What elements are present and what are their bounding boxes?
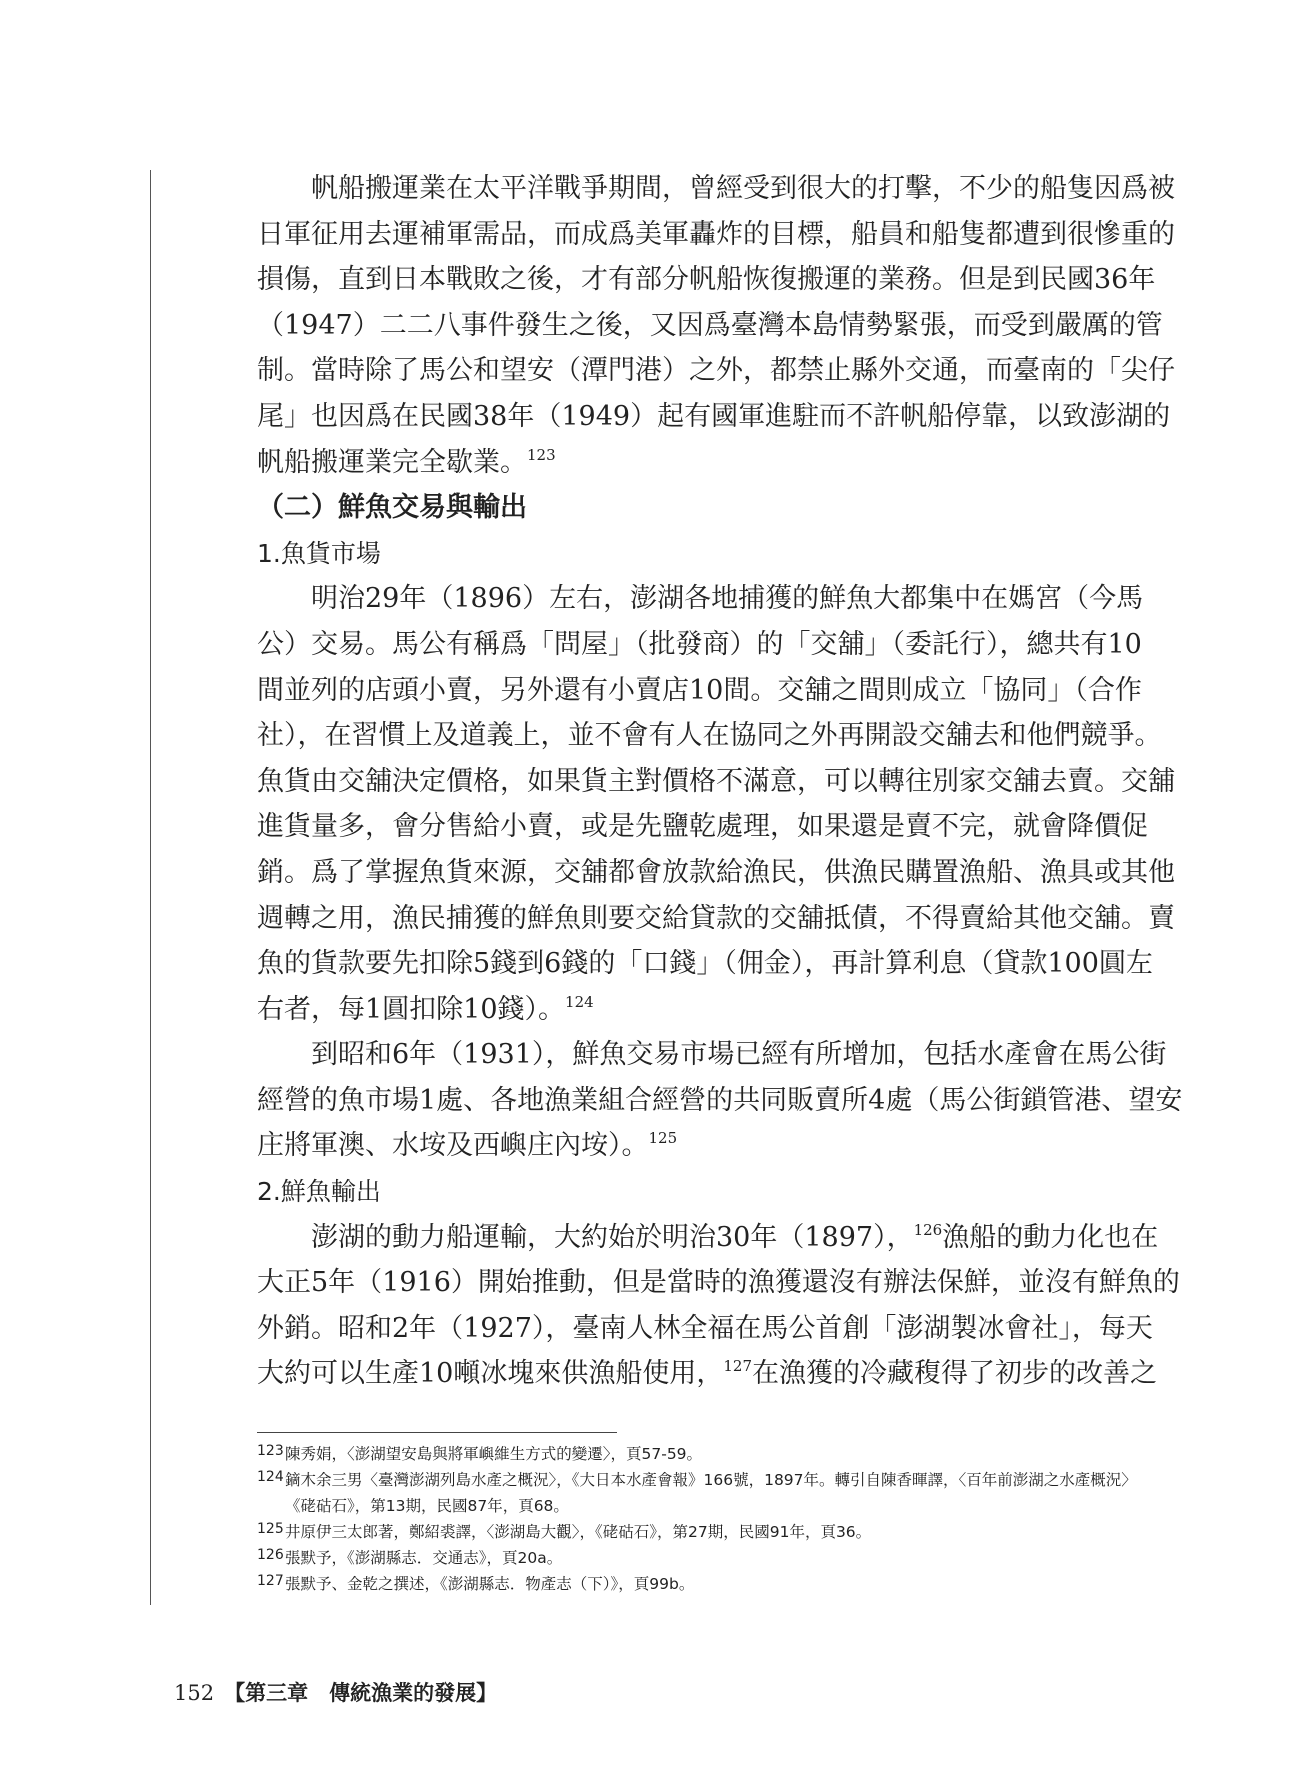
- page-number: 152: [174, 1681, 215, 1705]
- main-text: [257, 166, 1183, 1397]
- text-line: 間並列的店頭小賣，另外還有小賣店10間。交舖之間則成立「協同」（合作: [257, 674, 1142, 706]
- footnotes: [257, 1441, 1147, 1597]
- text-line: [257, 1215, 1159, 1261]
- text-line: （1947）二二八事件發生之後，又因爲臺灣本島情勢緊張，而受到嚴厲的管: [257, 309, 1163, 341]
- margin-rule: [150, 170, 151, 1605]
- text-line: [257, 1351, 1157, 1397]
- text-line: [257, 440, 1132, 486]
- text-line: 進貨量多，會分售給小賣，或是先鹽乾處理，如果還是賣不完，就會降價促: [257, 811, 1148, 843]
- subheading-fish-export: 2.鮮魚輸出: [257, 1177, 381, 1207]
- text-run: 漁船的動力化也在: [942, 1221, 1159, 1253]
- footnote-number: 125: [257, 1521, 284, 1537]
- text-run: 庄將軍澳、水垵及西嶼庄內垵）。: [257, 1130, 649, 1162]
- footnote-126: [257, 1545, 1147, 1571]
- footnote-text: 陳秀娟，〈澎湖望安島與將軍嶼維生方式的變遷〉，頁57-59。: [285, 1445, 703, 1463]
- text-line: 外銷。昭和2年（1927），臺南人林全福在馬公首創「澎湖製冰會社」，每天: [257, 1312, 1153, 1344]
- text-line: 制。當時除了馬公和望安（潭門港）之外，都禁止縣外交通，而臺南的「尖仔: [257, 355, 1175, 387]
- paragraph-4: [257, 1215, 1180, 1397]
- text-line: 日軍征用去運補軍需品，而成爲美軍轟炸的目標，船員和船隻都遭到很慘重的: [257, 218, 1175, 250]
- footnote-ref-127[interactable]: 127: [723, 1357, 752, 1376]
- text-line: 帆船搬運業在太平洋戰爭期間，曾經受到很大的打擊，不少的船隻因爲被: [311, 173, 1175, 204]
- footnote-ref-126[interactable]: 126: [913, 1220, 943, 1239]
- text-line: 尾」也因爲在民國38年（1949）起有國軍進駐而不許帆船停靠，以致澎湖的: [257, 400, 1171, 432]
- footnote-number: 126: [257, 1547, 284, 1563]
- text-run: 右者，每1圓扣除10錢）。: [257, 993, 566, 1025]
- text-line: 魚的貨款要先扣除5錢到6錢的「口錢」（佣金），再計算利息（貸款100圓左: [257, 948, 1153, 980]
- footnote-123: [257, 1441, 1147, 1467]
- text-run: 帆船搬運業完全歇業。: [257, 446, 527, 478]
- page-footer: [174, 1680, 497, 1706]
- footnote-text: 鏑木余三男〈臺灣澎湖列島水產之概況〉，《大日本水產會報》166號，1897年。轉引自陳香暉譯，〈百年前澎湖之水產概況〉《硓𥑮石》，第13期，民國87年，頁68。: [285, 1471, 1137, 1515]
- footnote-divider: [257, 1432, 617, 1433]
- text-line: 損傷，直到日本戰敗之後，才有部分帆船恢復搬運的業務。但是到民國36年: [257, 264, 1156, 296]
- footnote-ref-125[interactable]: 125: [648, 1129, 678, 1148]
- footnote-127: [257, 1571, 1147, 1597]
- footnote-number: 124: [257, 1469, 284, 1485]
- text-line: 大正5年（1916）開始推動，但是當時的漁獲還沒有辦法保鮮，並沒有鮮魚的: [257, 1267, 1180, 1299]
- text-line: 到昭和6年（1931），鮮魚交易市場已經有所增加，包括水產會在馬公街: [311, 1039, 1167, 1071]
- footnote-ref-123[interactable]: 123: [527, 445, 556, 464]
- text-line: 週轉之用，漁民捕獲的鮮魚則要交給貸款的交舖抵債，不得賣給其他交舖。賣: [257, 902, 1175, 934]
- text-line: 經營的魚市場1處、各地漁業組合經營的共同販賣所4處（馬公街鎖管港、望安: [257, 1084, 1183, 1116]
- text-run: 在漁獲的冷藏稪得了初步的改善之: [752, 1358, 1157, 1390]
- text-line: [257, 987, 1132, 1033]
- paragraph-2: [257, 576, 1175, 1032]
- text-line: 魚貨由交舖決定價格，如果貨主對價格不滿意，可以轉往別家交舖去賣。交舖: [257, 765, 1175, 797]
- chapter-title: 【第三章 傳統漁業的發展】: [224, 1680, 498, 1705]
- footnote-text: 井原伊三太郎著，鄭紹裘譯，〈澎湖島大觀〉，《硓𥑮石》，第27期，民國91年，頁36。: [285, 1523, 872, 1541]
- paragraph-3: [257, 1032, 1183, 1169]
- subheading-fish-market: 1.魚貨市場: [257, 538, 381, 568]
- footnote-text: 張默予，《澎湖縣志．交通志》，頁20a。: [285, 1549, 563, 1567]
- text-run: 大約可以生產10噸冰塊來供漁船使用，: [257, 1358, 724, 1390]
- paragraph-1: [257, 166, 1175, 485]
- text-line: 銷。爲了掌握魚貨來源，交舖都會放款給漁民，供漁民購置漁船、漁具或其他: [257, 856, 1175, 888]
- text-line: [257, 1123, 1132, 1169]
- section-heading: （二）鮮魚交易與輸出: [257, 492, 527, 524]
- text-line: 明治29年（1896）左右，澎湖各地捕獲的鮮魚大都集中在媽宮（今馬: [311, 583, 1144, 615]
- footnote-text: 張默予、金乾之撰述，《澎湖縣志．物產志（下）》，頁99b。: [285, 1575, 695, 1593]
- footnote-number: 127: [257, 1573, 284, 1589]
- footnote-124: [257, 1467, 1147, 1519]
- footnote-number: 123: [257, 1443, 284, 1459]
- text-line: 公）交易。馬公有稱爲「問屋」（批發商）的「交舖」（委託行），總共有10: [257, 628, 1142, 660]
- text-line: 社），在習慣上及道義上，並不會有人在協同之外再開設交舖去和他們競爭。: [257, 720, 1162, 752]
- footnote-ref-124[interactable]: 124: [565, 992, 594, 1011]
- footnote-125: [257, 1519, 1147, 1545]
- text-run: 澎湖的動力船運輸，大約始於明治30年（1897），: [311, 1221, 914, 1253]
